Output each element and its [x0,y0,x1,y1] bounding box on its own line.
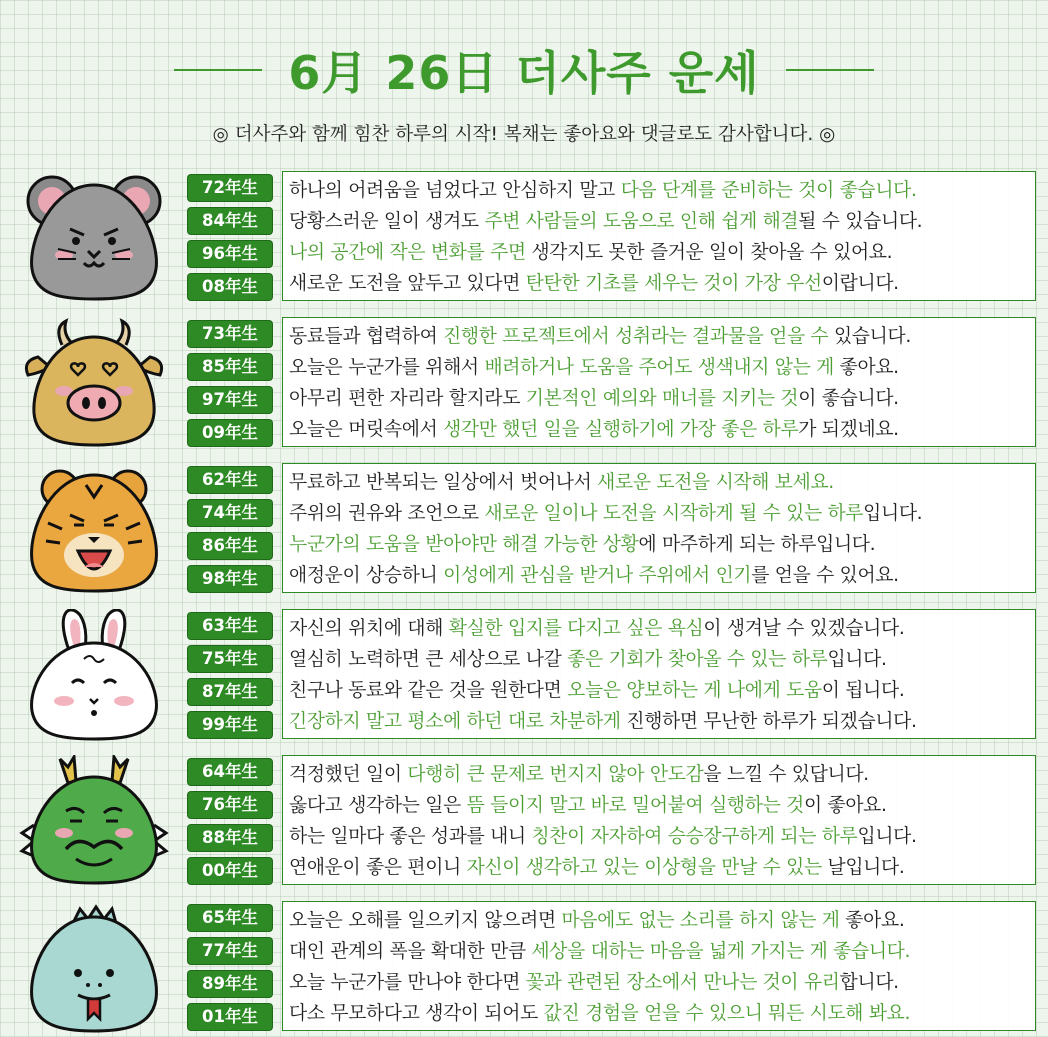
year-tag: 62年生 [188,467,272,493]
year-tag: 96年生 [188,241,272,267]
year-tag: 99年生 [188,712,272,738]
year-tag: 85年生 [188,354,272,380]
fortune-line: 긴장하지 말고 평소에 하던 대로 차분하게 진행하면 무난한 하루가 되겠습니다. [289,711,917,732]
fortune-textbox [282,463,1036,593]
year-tags [188,609,274,741]
fortune-line: 친구나 동료와 같은 것을 원한다면 오늘은 양보하는 게 나에게 도움이 됩니다. [289,680,905,701]
fortune-line: 하는 일마다 좋은 성과를 내니 칭찬이 자자하여 승승장구하게 되는 하루입니다. [289,826,917,847]
fortune-line: 나의 공간에 작은 변화를 주면 생각지도 못한 즐거운 일이 찾아올 수 있어요. [289,242,893,263]
fortune-section-dragon [0,755,1048,887]
fortune-line: 새로운 도전을 앞두고 있다면 탄탄한 기초를 세우는 것이 가장 우선이랍니다. [289,273,899,294]
fortune-section-ox [0,317,1048,449]
year-tag: 09年生 [188,420,272,446]
year-tags [188,317,274,449]
year-tag: 97年生 [188,387,272,413]
fortune-line: 자신의 위치에 대해 확실한 입지를 다지고 싶은 욕심이 생겨날 수 있겠습니다. [289,618,905,639]
year-tag: 89年生 [188,971,272,997]
rabbit-icon [18,609,170,741]
fortune-line: 당황스러운 일이 생겨도 주변 사람들의 도움으로 인해 쉽게 해결될 수 있습니다. [289,211,923,232]
year-tag: 75年生 [188,646,272,672]
fortune-line: 아무리 편한 자리라 할지라도 기본적인 예의와 매너를 지키는 것이 좋습니다. [289,388,899,409]
fortune-line: 다소 무모하다고 생각이 되어도 값진 경험을 얻을 수 있으니 뭐든 시도해 봐요. [289,1003,911,1024]
year-tag: 74年生 [188,500,272,526]
year-tag: 86年生 [188,533,272,559]
year-tags [188,463,274,595]
year-tag: 64年生 [188,759,272,785]
year-tags [188,901,274,1033]
fortune-line: 오늘은 누군가를 위해서 배려하거나 도움을 주어도 생색내지 않는 게 좋아요. [289,357,899,378]
year-tags [188,755,274,887]
fortune-line: 걱정했던 일이 다행히 큰 문제로 번지지 않아 안도감을 느낄 수 있답니다. [289,764,869,785]
title-line-right [786,69,874,71]
fortune-line: 오늘은 머릿속에서 생각만 했던 일을 실행하기에 가장 좋은 하루가 되겠네요. [289,419,899,440]
fortune-textbox [282,171,1036,301]
year-tag: 00年生 [188,858,272,884]
fortune-line: 동료들과 협력하여 진행한 프로젝트에서 성취라는 결과물을 얻을 수 있습니다. [289,326,912,347]
year-tag: 87年生 [188,679,272,705]
fortune-line: 누군가의 도움을 받아야만 해결 가능한 상황에 마주하게 되는 하루입니다. [289,534,876,555]
fortune-section-rabbit [0,609,1048,741]
ox-icon [18,317,170,449]
year-tag: 77年生 [188,938,272,964]
fortune-section-snake [0,901,1048,1033]
rat-icon [18,171,170,303]
year-tag: 73年生 [188,321,272,347]
fortune-line: 대인 관계의 폭을 확대한 만큼 세상을 대하는 마음을 넓게 가지는 게 좋습니다. [289,941,911,962]
year-tags [188,171,274,303]
fortune-line: 애정운이 상승하니 이성에게 관심을 받거나 주위에서 인기를 얻을 수 있어요. [289,565,899,586]
year-tag: 63年生 [188,613,272,639]
year-tag: 84年生 [188,208,272,234]
year-tag: 01年生 [188,1004,272,1030]
title-line-left [174,69,262,71]
fortune-textbox [282,609,1036,739]
page-subtitle: ◎ 더사주와 함께 힘찬 하루의 시작! 복채는 좋아요와 댓글로도 감사합니다. ◎ [212,124,836,145]
year-tag: 88年生 [188,825,272,851]
fortune-line: 옳다고 생각하는 일은 뜸 들이지 말고 바로 밀어붙여 실행하는 것이 좋아요. [289,795,887,816]
snake-icon [18,901,170,1033]
fortune-line: 주위의 권유와 조언으로 새로운 일이나 도전을 시작하게 될 수 있는 하루입니다. [289,503,923,524]
fortune-line: 오늘은 오해를 일으키지 않으려면 마음에도 없는 소리를 하지 않는 게 좋아요. [289,910,905,931]
fortune-line: 오늘 누군가를 만나야 한다면 꽃과 관련된 장소에서 만나는 것이 유리합니다. [289,972,899,993]
fortune-section-rat [0,171,1048,303]
fortune-section-tiger [0,463,1048,595]
fortune-line: 무료하고 반복되는 일상에서 벗어나서 새로운 도전을 시작해 보세요. [289,472,834,493]
fortune-textbox [282,901,1036,1031]
page-title: 6月 26日 더사주 운세 [288,46,760,100]
fortune-line: 열심히 노력하면 큰 세상으로 나갈 좋은 기회가 찾아올 수 있는 하루입니다. [289,649,887,670]
fortune-textbox [282,317,1036,447]
year-tag: 72年生 [188,175,272,201]
year-tag: 08年生 [188,274,272,300]
title-row [0,38,1048,102]
fortune-line: 연애운이 좋은 편이니 자신이 생각하고 있는 이상형을 만날 수 있는 날입니다. [289,857,905,878]
fortune-line: 하나의 어려움을 넘었다고 안심하지 말고 다음 단계를 준비하는 것이 좋습니다. [289,180,917,201]
year-tag: 65年生 [188,905,272,931]
year-tag: 98年生 [188,566,272,592]
dragon-icon [18,755,170,887]
fortune-textbox [282,755,1036,885]
tiger-icon [18,463,170,595]
year-tag: 76年生 [188,792,272,818]
